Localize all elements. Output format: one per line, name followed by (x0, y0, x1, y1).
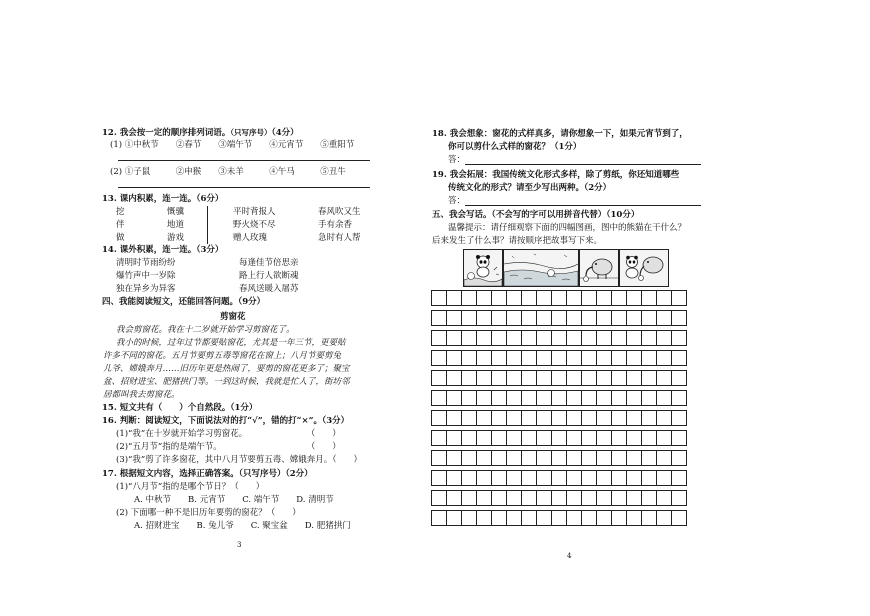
grid-cell[interactable] (507, 371, 522, 386)
grid-cell[interactable] (552, 471, 567, 486)
q17-sub2-options: A. 招财进宝 B. 兔儿爷 C. 聚宝盆 D. 肥猪拱门 (134, 521, 351, 531)
grid-cell[interactable] (462, 431, 477, 446)
grid-row (432, 471, 687, 486)
grid-cell[interactable] (477, 391, 492, 406)
grid-cell[interactable] (432, 451, 447, 466)
grid-cell[interactable] (432, 351, 447, 366)
q15: 15. 短文共有（ ）个自然段。（1分） (102, 403, 258, 413)
grid-cell[interactable] (657, 351, 672, 366)
grid-row (432, 351, 687, 366)
grid-cell[interactable] (612, 491, 627, 506)
q12-title: 12. 我会按一定的顺序排列词语。（只写序号）（4分） (102, 128, 299, 138)
grid-cell[interactable] (612, 431, 627, 446)
grid-cell[interactable] (477, 351, 492, 366)
grid-cell[interactable] (492, 431, 507, 446)
grid-cell[interactable] (492, 491, 507, 506)
grid-row (432, 511, 687, 526)
q16-title: 16. 判断：阅读短文，下面说法对的打“√”，错的打“×”。（3分） (102, 416, 350, 426)
q19-answer-label: 答： (448, 196, 466, 206)
grid-cell[interactable] (522, 311, 537, 326)
grid-cell[interactable] (582, 411, 597, 426)
section-5-heading: 五、我会写话。（不会写的字可以用拼音代替）（10分） (432, 210, 640, 220)
passage-line-0: 我会剪窗花。我在十二岁就开始学习剪窗花了。 (116, 325, 295, 335)
q13-col1-1: 伴 (116, 220, 125, 230)
grid-cell[interactable] (537, 371, 552, 386)
grid-cell[interactable] (627, 471, 642, 486)
grid-cell[interactable] (582, 431, 597, 446)
grid-cell[interactable] (582, 451, 597, 466)
grid-cell[interactable] (642, 471, 657, 486)
grid-cell[interactable] (477, 311, 492, 326)
q18-answer-label: 答： (448, 155, 466, 165)
q13-col3-1: 野火烧不尽 (233, 220, 276, 230)
grid-cell[interactable] (597, 291, 612, 306)
q14-col1-0: 清明时节雨纷纷 (116, 258, 176, 268)
prompt-line1: 温馨提示：请仔细观察下面的四幅图画，图中的熊猫在干什么？ (448, 223, 687, 233)
comic-panel-4 (619, 249, 669, 287)
grid-cell[interactable] (642, 431, 657, 446)
grid-cell[interactable] (432, 431, 447, 446)
grid-cell[interactable] (492, 411, 507, 426)
grid-cell[interactable] (537, 351, 552, 366)
comic-panel-1 (463, 249, 503, 287)
q14-col1-2: 独在异乡为异客 (116, 284, 176, 294)
q12-answer-line-1 (118, 160, 370, 161)
grid-cell[interactable] (567, 331, 582, 346)
q14-col1-1: 爆竹声中一岁除 (116, 271, 176, 281)
grid-cell[interactable] (627, 371, 642, 386)
passage-line-5: 居都叫我去剪窗花。 (103, 390, 180, 400)
grid-cell[interactable] (477, 431, 492, 446)
grid-cell[interactable] (582, 291, 597, 306)
q18-line1: 18. 我会想象：窗花的式样真多，请你想象一下，如果元宵节到了， (432, 129, 688, 139)
grid-cell[interactable] (597, 331, 612, 346)
grid-row (432, 331, 687, 346)
grid-cell[interactable] (447, 491, 462, 506)
q18-line2: 你可以剪什么式样的窗花？（1分） (448, 142, 582, 152)
grid-cell[interactable] (447, 451, 462, 466)
grid-cell[interactable] (522, 451, 537, 466)
grid-cell[interactable] (597, 371, 612, 386)
grid-cell[interactable] (582, 511, 597, 526)
grid-cell[interactable] (657, 311, 672, 326)
grid-cell[interactable] (522, 511, 537, 526)
grid-cell[interactable] (522, 291, 537, 306)
grid-cell[interactable] (672, 451, 687, 466)
grid-cell[interactable] (477, 491, 492, 506)
q12-answer-line-2 (118, 187, 370, 188)
grid-cell[interactable] (657, 391, 672, 406)
grid-cell[interactable] (537, 291, 552, 306)
grid-cell[interactable] (522, 371, 537, 386)
grid-cell[interactable] (552, 291, 567, 306)
grid-cell[interactable] (462, 291, 477, 306)
grid-cell[interactable] (432, 411, 447, 426)
grid-cell[interactable] (522, 391, 537, 406)
grid-cell[interactable] (507, 311, 522, 326)
q13-title: 13. 课内积累，连一连。（6分） (102, 194, 224, 204)
grid-cell[interactable] (642, 331, 657, 346)
grid-cell[interactable] (657, 451, 672, 466)
grid-cell[interactable] (672, 331, 687, 346)
grid-cell[interactable] (612, 471, 627, 486)
grid-cell[interactable] (612, 371, 627, 386)
grid-cell[interactable] (477, 371, 492, 386)
grid-cell[interactable] (537, 391, 552, 406)
grid-cell[interactable] (462, 371, 477, 386)
grid-cell[interactable] (567, 391, 582, 406)
q13-col3-0: 平时背报人 (233, 207, 276, 217)
grid-cell[interactable] (507, 451, 522, 466)
grid-row (432, 491, 687, 506)
grid-cell[interactable] (507, 291, 522, 306)
grid-cell[interactable] (447, 351, 462, 366)
grid-cell[interactable] (597, 511, 612, 526)
grid-cell[interactable] (432, 291, 447, 306)
panda-and-elephant-icon (620, 250, 668, 286)
grid-cell[interactable] (627, 411, 642, 426)
grid-cell[interactable] (462, 471, 477, 486)
grid-cell[interactable] (597, 311, 612, 326)
grid-cell[interactable] (447, 411, 462, 426)
grid-cell[interactable] (672, 511, 687, 526)
grid-cell[interactable] (432, 511, 447, 526)
q14-col2-2: 春风送暖入屠苏 (239, 284, 299, 294)
grid-cell[interactable] (597, 431, 612, 446)
grid-cell[interactable] (462, 351, 477, 366)
grid-cell[interactable] (642, 511, 657, 526)
grid-cell[interactable] (612, 511, 627, 526)
q12-row2: (2) ①子鼠 ②申猴 ③未羊 ④午马 ⑤丑牛 (110, 167, 346, 177)
grid-cell[interactable] (567, 431, 582, 446)
grid-cell[interactable] (657, 431, 672, 446)
grid-cell[interactable] (612, 411, 627, 426)
prompt-line2: 后来发生了什么事？请按顺序把故事写下来。 (432, 236, 603, 246)
passage-title: 剪窗花 (220, 312, 246, 322)
grid-cell[interactable] (477, 511, 492, 526)
grid-cell[interactable] (507, 411, 522, 426)
grid-cell[interactable] (507, 511, 522, 526)
grid-cell[interactable] (492, 511, 507, 526)
grid-cell[interactable] (552, 331, 567, 346)
grid-cell[interactable] (537, 491, 552, 506)
grid-cell[interactable] (537, 411, 552, 426)
grid-cell[interactable] (567, 411, 582, 426)
grid-cell[interactable] (612, 351, 627, 366)
grid-cell[interactable] (522, 351, 537, 366)
grid-cell[interactable] (657, 291, 672, 306)
grid-cell[interactable] (492, 471, 507, 486)
grid-cell[interactable] (477, 331, 492, 346)
grid-cell[interactable] (642, 411, 657, 426)
grid-cell[interactable] (477, 291, 492, 306)
grid-cell[interactable] (492, 291, 507, 306)
grid-cell[interactable] (642, 391, 657, 406)
q14-col2-1: 路上行人欲断魂 (239, 271, 299, 281)
grid-cell[interactable] (552, 411, 567, 426)
grid-cell[interactable] (492, 351, 507, 366)
grid-cell[interactable] (447, 391, 462, 406)
comic-panel-2 (503, 249, 579, 287)
grid-cell[interactable] (612, 311, 627, 326)
q12-row1: (1) ①中秋节 ②春节 ③端午节 ④元宵节 ⑤重阳节 (110, 140, 355, 150)
grid-cell[interactable] (447, 311, 462, 326)
passage-line-3: 儿爷、嫦娥奔月……旧历年更是热闹了，要剪的窗花更多了；聚宝 (103, 364, 350, 374)
grid-cell[interactable] (552, 431, 567, 446)
grid-cell[interactable] (552, 511, 567, 526)
grid-cell[interactable] (567, 371, 582, 386)
section-4-heading: 四、我能阅读短文，还能回答问题。（9分） (102, 297, 266, 307)
grid-cell[interactable] (447, 431, 462, 446)
grid-cell[interactable] (432, 471, 447, 486)
q13-col1-2: 做 (116, 233, 125, 243)
q13-col2-2: 游戏 (167, 233, 185, 243)
grid-cell[interactable] (627, 311, 642, 326)
q19-line2: 传统文化的形式？请至少写出两种。（2分） (448, 183, 612, 193)
grid-cell[interactable] (672, 411, 687, 426)
grid-row (432, 371, 687, 386)
grid-row (432, 311, 687, 326)
grid-cell[interactable] (477, 451, 492, 466)
grid-cell[interactable] (642, 371, 657, 386)
grid-cell[interactable] (522, 431, 537, 446)
grid-cell[interactable] (612, 291, 627, 306)
q13-col4-2: 急时有人帮 (318, 233, 361, 243)
grid-cell[interactable] (567, 511, 582, 526)
grid-cell[interactable] (537, 471, 552, 486)
grid-cell[interactable] (597, 471, 612, 486)
grid-cell[interactable] (432, 391, 447, 406)
grid-cell[interactable] (582, 331, 597, 346)
grid-cell[interactable] (447, 371, 462, 386)
q19-answer-line (465, 205, 701, 206)
grid-cell[interactable] (552, 351, 567, 366)
elephant-icon (580, 250, 618, 286)
grid-cell[interactable] (537, 511, 552, 526)
q17-title: 17. 根据短文内容，选择正确答案。（只写序号）（2分） (102, 469, 313, 479)
grid-cell[interactable] (567, 351, 582, 366)
grid-cell[interactable] (567, 471, 582, 486)
grid-cell[interactable] (447, 291, 462, 306)
grid-cell[interactable] (552, 371, 567, 386)
q13-col4-0: 春风吹又生 (318, 207, 361, 217)
q13-divider (207, 206, 208, 244)
grid-cell[interactable] (447, 471, 462, 486)
grid-cell[interactable] (657, 491, 672, 506)
grid-cell[interactable] (567, 311, 582, 326)
q13-col4-1: 手有余香 (318, 220, 353, 230)
page-number-left: 3 (237, 541, 242, 549)
q17-sub1: (1)“八月节”指的是哪个节日？（ ） (116, 482, 265, 492)
grid-cell[interactable] (627, 291, 642, 306)
grid-cell[interactable] (492, 371, 507, 386)
grid-cell[interactable] (612, 451, 627, 466)
grid-cell[interactable] (627, 431, 642, 446)
grid-cell[interactable] (462, 391, 477, 406)
grid-cell[interactable] (462, 511, 477, 526)
grid-cell[interactable] (522, 471, 537, 486)
grid-cell[interactable] (537, 311, 552, 326)
grid-cell[interactable] (432, 371, 447, 386)
q13-col2-1: 地道 (167, 220, 185, 230)
grid-cell[interactable] (462, 451, 477, 466)
grid-cell[interactable] (642, 291, 657, 306)
grid-cell[interactable] (627, 491, 642, 506)
q17-sub2: (2) 下面哪一种不是旧历年要剪的窗花？（ ） (116, 508, 301, 518)
passage-line-4: 盆、招财进宝、肥猪拱门等。一到这时候，我就是忙人了，街坊邻 (103, 377, 350, 387)
passage-line-2: 许多不同的窗花。五月节要剪五毒等窗花在窗上；八月节要剪兔 (103, 351, 342, 361)
grid-cell[interactable] (447, 511, 462, 526)
q16-item-0: (1)“我”在十岁就开始学习剪窗花。 （ ） (116, 429, 341, 439)
q13-col3-2: 赠人玫瑰 (233, 233, 268, 243)
grid-cell[interactable] (672, 291, 687, 306)
grid-cell[interactable] (432, 331, 447, 346)
ball-rolling-into-water-icon (504, 250, 578, 286)
grid-cell[interactable] (627, 511, 642, 526)
q18-answer-line (465, 164, 701, 165)
grid-cell[interactable] (672, 491, 687, 506)
grid-cell[interactable] (627, 331, 642, 346)
grid-cell[interactable] (522, 491, 537, 506)
grid-cell[interactable] (552, 311, 567, 326)
writing-grid[interactable] (431, 290, 687, 526)
grid-cell[interactable] (582, 391, 597, 406)
grid-cell[interactable] (567, 451, 582, 466)
grid-cell[interactable] (672, 371, 687, 386)
grid-cell[interactable] (672, 471, 687, 486)
grid-cell[interactable] (507, 471, 522, 486)
grid-cell[interactable] (432, 311, 447, 326)
grid-cell[interactable] (612, 331, 627, 346)
q13-col1-0: 挖 (116, 207, 125, 217)
grid-cell[interactable] (462, 331, 477, 346)
page-number-right: 4 (567, 552, 572, 560)
grid-cell[interactable] (492, 331, 507, 346)
grid-cell[interactable] (672, 351, 687, 366)
grid-cell[interactable] (582, 471, 597, 486)
grid-cell[interactable] (597, 391, 612, 406)
grid-cell[interactable] (507, 331, 522, 346)
comic-panel-3 (579, 249, 619, 287)
grid-cell[interactable] (672, 431, 687, 446)
grid-cell[interactable] (462, 311, 477, 326)
grid-cell[interactable] (642, 311, 657, 326)
grid-cell[interactable] (597, 491, 612, 506)
grid-cell[interactable] (582, 351, 597, 366)
grid-cell[interactable] (657, 511, 672, 526)
grid-cell[interactable] (657, 471, 672, 486)
grid-cell[interactable] (642, 351, 657, 366)
panda-playing-ball-icon (464, 250, 502, 286)
grid-cell[interactable] (642, 451, 657, 466)
q13-col2-0: 慨骥 (167, 207, 185, 217)
grid-cell[interactable] (672, 311, 687, 326)
grid-cell[interactable] (642, 491, 657, 506)
grid-cell[interactable] (552, 451, 567, 466)
grid-cell[interactable] (537, 331, 552, 346)
grid-row (432, 291, 687, 306)
grid-cell[interactable] (507, 491, 522, 506)
grid-cell[interactable] (537, 451, 552, 466)
grid-cell[interactable] (432, 491, 447, 506)
grid-row (432, 391, 687, 406)
q17-sub1-options: A. 中秋节 B. 元宵节 C. 端午节 D. 清明节 (134, 495, 334, 505)
q16-item-2: (3)“我”剪了许多窗花，其中八月节要剪五毒、嫦娥奔月。（ ） (116, 455, 362, 465)
grid-cell[interactable] (537, 431, 552, 446)
grid-cell[interactable] (507, 391, 522, 406)
grid-cell[interactable] (627, 351, 642, 366)
grid-cell[interactable] (552, 391, 567, 406)
grid-cell[interactable] (657, 411, 672, 426)
grid-cell[interactable] (612, 391, 627, 406)
grid-row (432, 411, 687, 426)
q19-line1: 19. 我会拓展：我国传统文化形式多样，除了剪纸，你还知道哪些 (432, 170, 680, 180)
grid-cell[interactable] (462, 491, 477, 506)
grid-cell[interactable] (582, 491, 597, 506)
grid-cell[interactable] (567, 491, 582, 506)
grid-cell[interactable] (507, 431, 522, 446)
grid-cell[interactable] (597, 351, 612, 366)
grid-cell[interactable] (627, 391, 642, 406)
grid-cell[interactable] (522, 331, 537, 346)
grid-cell[interactable] (492, 311, 507, 326)
q16-item-1: (2)“五月节”指的是端午节。 （ ） (116, 442, 341, 452)
grid-cell[interactable] (477, 411, 492, 426)
grid-cell[interactable] (492, 451, 507, 466)
grid-row (432, 451, 687, 466)
passage-line-1: 我小的时候，过年过节都要贴窗花，尤其是一年三节，更要贴 (116, 338, 346, 348)
grid-cell[interactable] (447, 331, 462, 346)
grid-cell[interactable] (597, 451, 612, 466)
grid-cell[interactable] (492, 391, 507, 406)
grid-cell[interactable] (672, 391, 687, 406)
grid-cell[interactable] (657, 331, 672, 346)
grid-cell[interactable] (582, 311, 597, 326)
grid-cell[interactable] (462, 411, 477, 426)
q14-col2-0: 每逢佳节倍思亲 (239, 258, 299, 268)
grid-cell[interactable] (627, 451, 642, 466)
grid-cell[interactable] (567, 291, 582, 306)
grid-row (432, 431, 687, 446)
grid-cell[interactable] (507, 351, 522, 366)
grid-cell[interactable] (477, 471, 492, 486)
grid-cell[interactable] (522, 411, 537, 426)
q14-title: 14. 课外积累，连一连。（3分） (102, 245, 224, 255)
grid-cell[interactable] (582, 371, 597, 386)
grid-cell[interactable] (657, 371, 672, 386)
grid-cell[interactable] (552, 491, 567, 506)
grid-cell[interactable] (597, 411, 612, 426)
